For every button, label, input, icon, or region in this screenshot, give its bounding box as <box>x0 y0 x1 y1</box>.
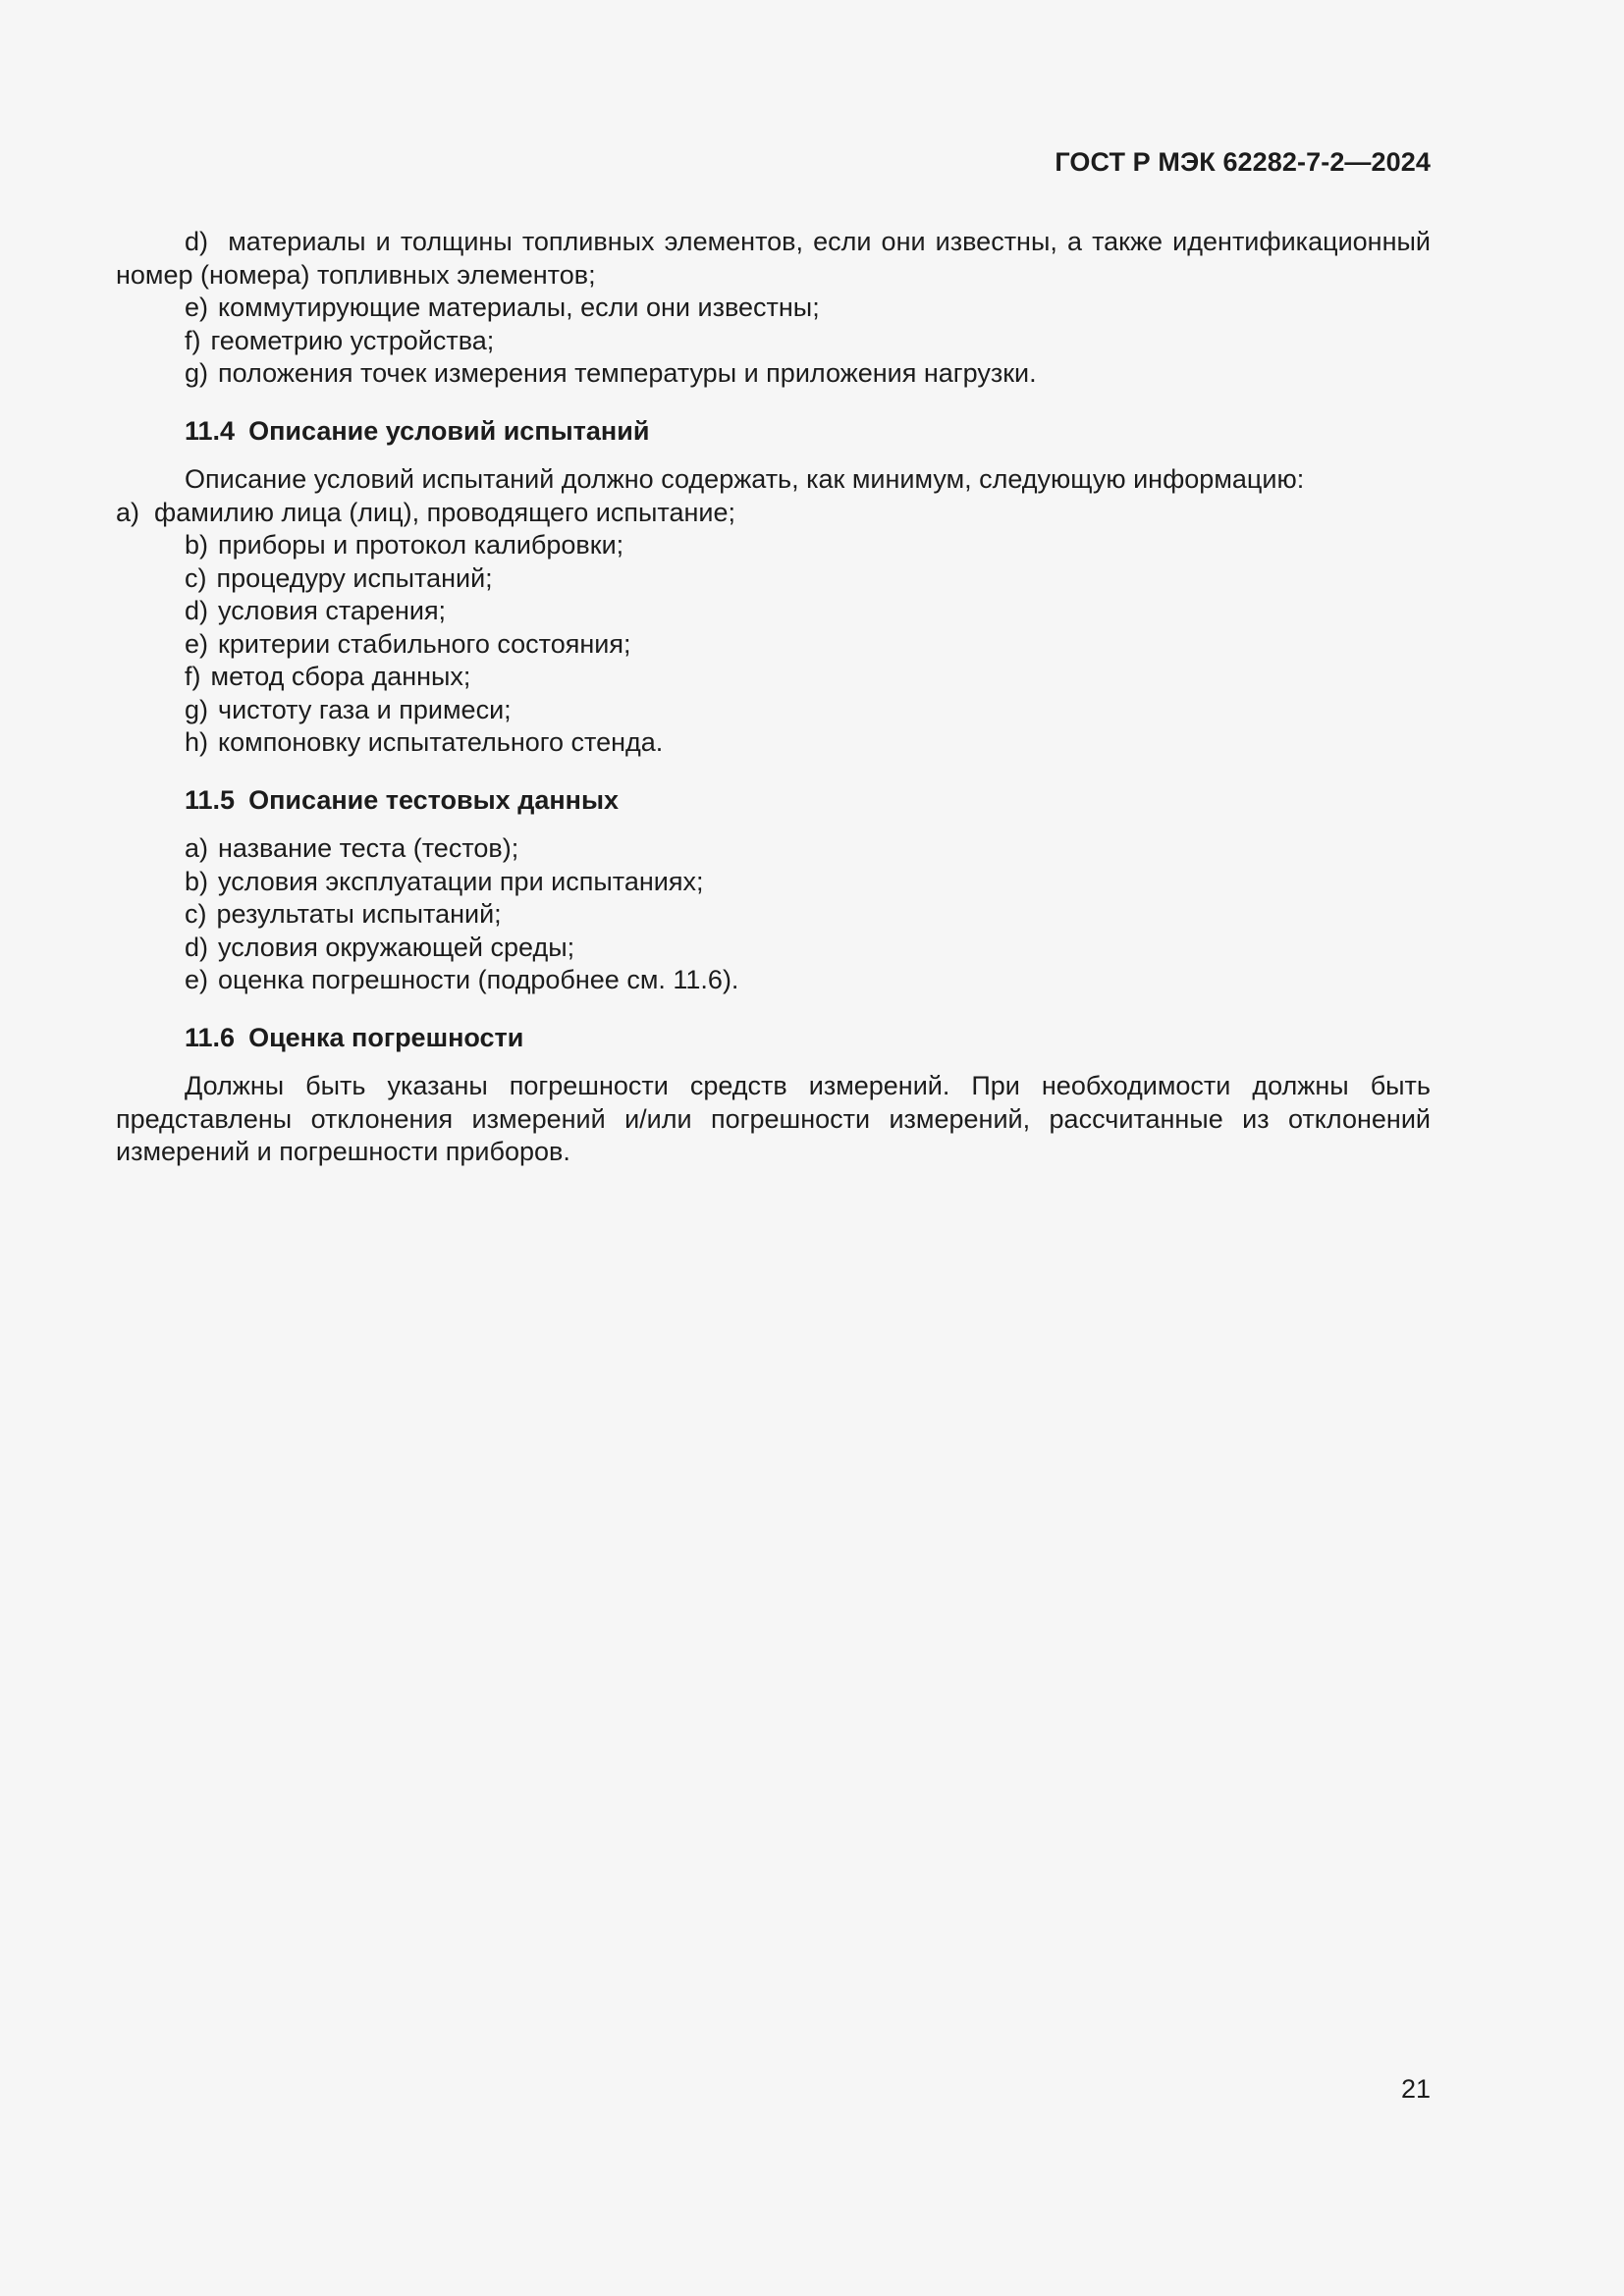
section-body: Должны быть указаны погрешности средств измерений. При необходимости должны быть представлены отклонения измерений и/или погрешности измерений, рассчитанные из отклонений измерений и погрешности приборов. <box>116 1071 1431 1166</box>
section-number: 11.5 <box>185 784 236 815</box>
list-item-text: условия эксплуатации при испытаниях; <box>218 866 704 896</box>
list-item-text: условия старения; <box>218 596 447 625</box>
list-marker: c) <box>185 899 207 929</box>
list-marker: a) <box>116 497 140 527</box>
section-title: Описание тестовых данных <box>248 784 620 815</box>
list-item-text: чистоту газа и примеси; <box>218 694 512 724</box>
list-item <box>116 661 1431 694</box>
list-item <box>116 595 1431 628</box>
list-item-text: компоновку испытательного стенда. <box>218 727 664 757</box>
section-title: Описание условий испытаний <box>248 415 650 446</box>
list-marker: a) <box>185 833 209 863</box>
list-marker: h) <box>185 727 209 757</box>
list-marker: d) <box>185 596 209 625</box>
list-marker: d) <box>185 932 209 962</box>
list-item-text: метод сбора данных; <box>210 662 471 691</box>
list-marker: e) <box>185 293 209 322</box>
list-item <box>116 226 1431 292</box>
section-number: 11.4 <box>185 415 236 446</box>
list-item-text: материалы и толщины топливных элементов, если они известны, а также идентификационный номер (номера) топливных элементов; <box>116 227 1431 290</box>
document-code: ГОСТ Р МЭК 62282-7-2—2024 <box>1055 147 1431 177</box>
list-marker: b) <box>185 866 209 896</box>
list-item <box>116 832 1431 866</box>
list-item <box>116 866 1431 899</box>
list-item-text: коммутирующие материалы, если они известны; <box>218 293 820 322</box>
section-number: 11.6 <box>185 1022 236 1052</box>
section-heading-11-6 <box>116 1022 1431 1055</box>
list-item <box>116 726 1431 760</box>
list-item-text: условия окружающей среды; <box>218 932 575 962</box>
list-item <box>116 357 1431 391</box>
list-item-text: фамилию лица (лиц), проводящего испытание; <box>154 497 735 527</box>
list-item <box>116 562 1431 596</box>
list-item <box>116 932 1431 965</box>
list-item-text: процедуру испытаний; <box>216 562 493 593</box>
page-number: 21 <box>1400 2074 1431 2104</box>
list-item <box>116 628 1431 662</box>
list-item <box>116 898 1431 932</box>
list-marker: g) <box>185 694 209 724</box>
list-marker: f) <box>185 325 201 355</box>
list-item <box>116 529 1431 562</box>
list-marker: d) <box>185 227 209 256</box>
section-title: Оценка погрешности <box>248 1022 524 1052</box>
list-item-text: геометрию устройства; <box>210 325 495 355</box>
list-marker: c) <box>185 562 207 593</box>
section-lead: Описание условий испытаний должно содержать, как минимум, следующую информацию: <box>185 464 1305 494</box>
list-item <box>116 694 1431 727</box>
list-marker: e) <box>185 628 209 659</box>
list-item-text: название теста (тестов); <box>218 833 519 863</box>
list-item <box>116 497 1431 530</box>
list-marker: e) <box>185 965 209 994</box>
list-marker: g) <box>185 358 209 388</box>
list-item-text: результаты испытаний; <box>216 899 502 929</box>
list-marker: b) <box>185 530 209 560</box>
list-item <box>116 292 1431 325</box>
list-item <box>116 964 1431 997</box>
page-content <box>116 226 1431 1169</box>
list-item-text: оценка погрешности (подробнее см. 11.6). <box>218 965 739 994</box>
list-item-text: приборы и протокол калибровки; <box>218 530 624 560</box>
section-heading-11-4 <box>116 415 1431 449</box>
list-item-text: положения точек измерения температуры и приложения нагрузки. <box>218 358 1037 388</box>
list-item <box>116 325 1431 358</box>
list-item-text: критерии стабильного состояния; <box>218 628 631 659</box>
list-marker: f) <box>185 662 201 691</box>
section-heading-11-5 <box>116 784 1431 818</box>
